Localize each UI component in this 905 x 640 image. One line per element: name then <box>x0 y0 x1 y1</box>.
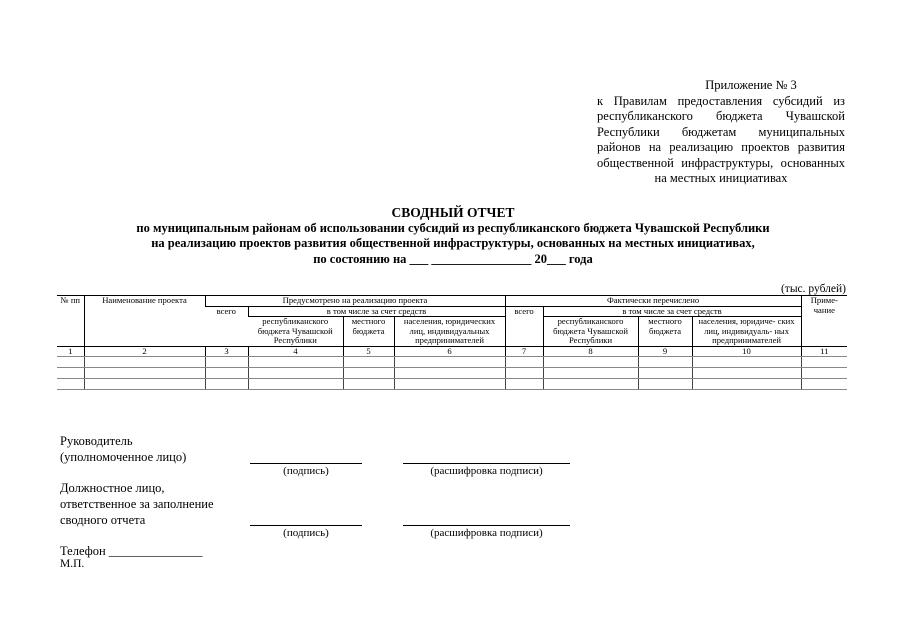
column-number-row <box>57 346 847 357</box>
header-planned: Предусмотрено на реализацию проекта <box>205 296 505 307</box>
report-date-line: по состоянию на ___ ________________ 20___ года <box>313 251 593 266</box>
responsible-label <box>60 480 214 528</box>
header-actual-including: в том числе за счет средств <box>543 306 801 317</box>
appendix-text: к Правилам предоставления субсидий из республиканского бюджета Чувашской Республики бюджетам муниципальных районов на реализацию проектов развития общественной инфраструктуры, основанных на местных инициативах <box>597 93 845 185</box>
header-planned-local: местного бюджета <box>343 317 394 347</box>
head-signature-line <box>250 463 362 464</box>
report-table <box>57 295 847 390</box>
header-actual: Фактически перечислено <box>505 296 801 307</box>
responsible-label-line-3: сводного отчета <box>60 513 146 527</box>
report-title-block <box>40 205 866 267</box>
column-number: 6 <box>394 346 505 357</box>
column-number: 11 <box>801 346 847 357</box>
header-planned-total: всего <box>205 306 248 346</box>
responsible-signature-line <box>250 525 362 526</box>
stamp-label: М.П. <box>60 558 85 570</box>
responsible-label-line-2: ответственное за заполнение <box>60 497 214 511</box>
responsible-signature-caption: (подпись) <box>283 527 329 539</box>
header-planned-republic: республиканского бюджета Чувашской Республики <box>248 317 343 347</box>
head-label <box>60 433 186 465</box>
header-planned-including: в том числе за счет средств <box>248 306 505 317</box>
report-title: СВОДНЫЙ ОТЧЕТ <box>391 205 515 220</box>
column-number: 3 <box>205 346 248 357</box>
head-decode-caption: (расшифровка подписи) <box>430 465 543 477</box>
header-num: № пп <box>57 296 84 347</box>
column-number: 2 <box>84 346 205 357</box>
header-actual-population: населения, юридиче- ских лиц, индивидуаль- ных предпринимателей <box>692 317 801 347</box>
head-label-line-1: Руководитель <box>60 434 133 448</box>
header-note: Приме- чание <box>801 296 847 347</box>
column-number: 7 <box>505 346 543 357</box>
table-row <box>57 368 847 379</box>
column-number: 10 <box>692 346 801 357</box>
column-number: 9 <box>638 346 692 357</box>
header-actual-total: всего <box>505 306 543 346</box>
appendix-title: Приложение № 3 <box>705 78 797 92</box>
column-number: 5 <box>343 346 394 357</box>
header-actual-local: местного бюджета <box>638 317 692 347</box>
header-project-name: Наименование проекта <box>84 296 205 347</box>
head-label-line-2: (уполномоченное лицо) <box>60 450 187 464</box>
appendix-block <box>597 78 845 187</box>
units-label: (тыс. рублей) <box>780 283 846 295</box>
table-row <box>57 379 847 390</box>
report-subtitle-line-1: по муниципальным районам об использовании субсидий из республиканского бюджета Чувашской Республики <box>136 220 770 235</box>
phone-label: Телефон _______________ <box>60 544 203 558</box>
responsible-label-line-1: Должностное лицо, <box>60 481 165 495</box>
column-number: 4 <box>248 346 343 357</box>
head-signature-caption: (подпись) <box>283 465 329 477</box>
head-decode-line <box>403 463 570 464</box>
responsible-decode-line <box>403 525 570 526</box>
column-number: 8 <box>543 346 638 357</box>
column-number: 1 <box>57 346 84 357</box>
report-subtitle-line-2: на реализацию проектов развития общественной инфраструктуры, основанных на местных инициативах, <box>151 236 755 250</box>
responsible-decode-caption: (расшифровка подписи) <box>430 527 543 539</box>
header-actual-republic: республиканского бюджета Чувашской Республики <box>543 317 638 347</box>
table-row <box>57 357 847 368</box>
header-planned-population: населения, юридических лиц, индивидуальных предпринимателей <box>394 317 505 347</box>
